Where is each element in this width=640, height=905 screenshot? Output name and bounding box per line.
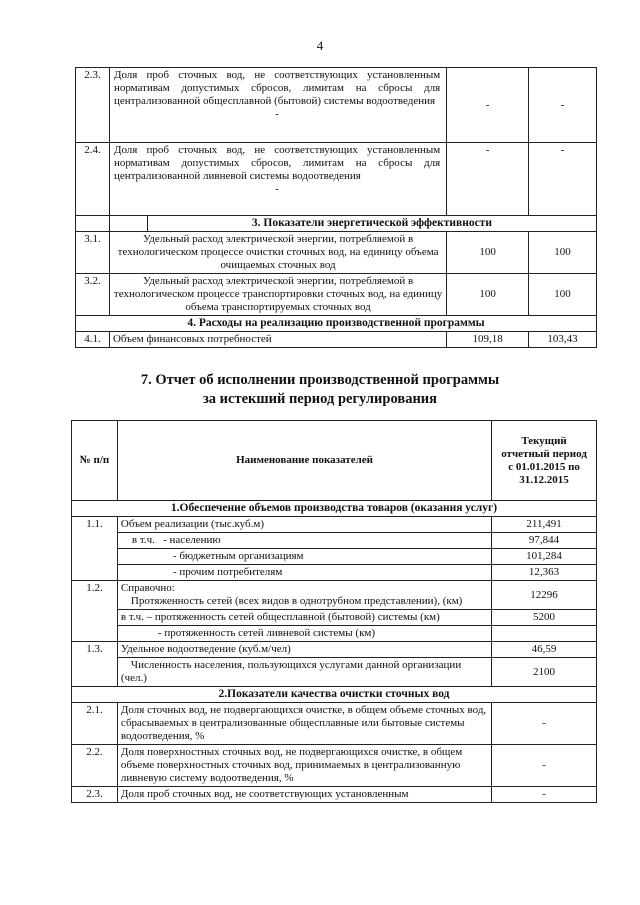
report-table [71,420,597,803]
row-number: 3.2. [76,274,110,316]
plan-value: 109,18 [447,332,529,348]
empty-cell [76,216,110,232]
indicator-value: - [492,787,597,803]
indicator-value: 2100 [492,658,597,687]
report-heading-line1: 7. Отчет об исполнении производственной программы [140,372,500,388]
empty-cell [109,216,147,232]
plan-value: 100 [447,274,529,316]
table-row [72,703,597,745]
table-row [72,549,597,565]
fact-value: 100 [529,232,597,274]
fact-value: - [529,143,597,216]
column-header-name: Наименование показателей [117,421,491,501]
indicator-name [117,581,491,610]
report-heading-line2: за истекший период регулирования [202,391,438,407]
row-number: 2.4. [76,143,110,216]
table-row [72,745,597,787]
indicator-name: в т.ч. – протяженность сетей общесплавной (бытовой) системы (км) [117,610,491,626]
indicator-name: Доля проб сточных вод, не соответствующих установленным [117,787,491,803]
table-row [72,581,597,610]
indicator-name: Объем реализации (тыс.куб.м) [117,517,491,533]
row-number: 2.3. [72,787,118,803]
indicator-text: Протяженность сетей (всех видов в однотрубном представлении), (км) [130,595,463,607]
indicator-name: Численность населения, пользующихся услугами данной организации (чел.) [117,658,491,687]
indicator-name: - протяженность сетей ливневой системы (км) [117,626,491,642]
indicator-value: - [492,745,597,787]
table-row [76,274,597,316]
row-number: 2.1. [72,703,118,745]
column-header-number: № п/п [72,421,118,501]
plan-value: - [447,143,529,216]
reference-label: Справочно: [120,582,175,594]
table-row [72,517,597,533]
indicator-text: Доля проб сточных вод, не соответствующих установленным нормативам допустимых сбросов, лимитам на сбросы для централизованной общесплавной (бытовой) системы водоотведения [113,69,441,107]
indicator-name: - бюджетным организациям [117,549,491,565]
section-title: 4. Расходы на реализацию производственной программы [76,316,597,332]
indicator-name [109,143,446,216]
indicator-value: 12,363 [492,565,597,581]
indicator-value: 101,284 [492,549,597,565]
section-title: 1.Обеспечение объемов производства товаров (оказания услуг) [72,501,597,517]
indicator-name: Удельное водоотведение (куб.м/чел) [117,642,491,658]
plan-value: - [447,68,529,143]
section-title: 3. Показатели энергетической эффективности [147,216,596,232]
section-title: 2.Показатели качества очистки сточных вод [72,687,597,703]
indicator-value: - [492,703,597,745]
dash-mark: - [275,183,279,195]
indicator-value [492,626,597,642]
table-row [72,565,597,581]
section-header-row [76,316,597,332]
indicator-name: - прочим потребителям [117,565,491,581]
dash-mark: - [275,108,279,120]
indicators-table-continued [75,67,597,348]
table-row [72,610,597,626]
plan-value: 100 [447,232,529,274]
indicator-value: 46,59 [492,642,597,658]
indicator-value: 211,491 [492,517,597,533]
indicator-name: Удельный расход электрической энергии, потребляемой в технологическом процессе очистки сточных вод, на единицу объема очищаемых сточных вод [109,232,446,274]
row-number: 1.3. [72,642,118,687]
row-number: 1.1. [72,517,118,581]
fact-value: 100 [529,274,597,316]
row-number: 2.2. [72,745,118,787]
table-row [72,787,597,803]
indicator-name: в т.ч. - населению [117,533,491,549]
table-row [72,658,597,687]
row-number: 1.2. [72,581,118,642]
table-row [76,143,597,216]
row-number: 3.1. [76,232,110,274]
fact-value: 103,43 [529,332,597,348]
indicator-name: Доля сточных вод, не подвергающихся очистке, в общем объеме сточных вод, сбрасываемых в централизованные общесплавные или бытовые системы водоотведения, % [117,703,491,745]
section-header-row [72,687,597,703]
table-row [76,332,597,348]
row-number: 4.1. [76,332,110,348]
table-row [72,626,597,642]
table-row [76,232,597,274]
table-row [72,642,597,658]
indicator-name: Доля поверхностных сточных вод, не подвергающихся очистке, в общем объеме поверхностных сточных вод, принимаемых в централизованную ливневую систему водоотведения, % [117,745,491,787]
indicator-text: Доля проб сточных вод, не соответствующих установленным нормативам допустимых сбросов, лимитам на сбросы для централизованной ливневой системы водоотведения [113,144,441,182]
indicator-name: Объем финансовых потребностей [109,332,446,348]
indicator-value: 12296 [492,581,597,610]
fact-value: - [529,68,597,143]
row-number: 2.3. [76,68,110,143]
table-header-row [72,421,597,501]
page-number: 4 [316,38,324,53]
indicator-name [109,68,446,143]
table-row [72,533,597,549]
section-header-row [72,501,597,517]
indicator-name: Удельный расход электрической энергии, потребляемой в технологическом процессе транспортировки сточных вод, на единицу объема транспортируемых сточных вод [109,274,446,316]
indicator-value: 5200 [492,610,597,626]
section-header-row [76,216,597,232]
table-row [76,68,597,143]
indicator-value: 97,844 [492,533,597,549]
column-header-value: Текущий отчетный период с 01.01.2015 по 31.12.2015 [492,421,597,501]
